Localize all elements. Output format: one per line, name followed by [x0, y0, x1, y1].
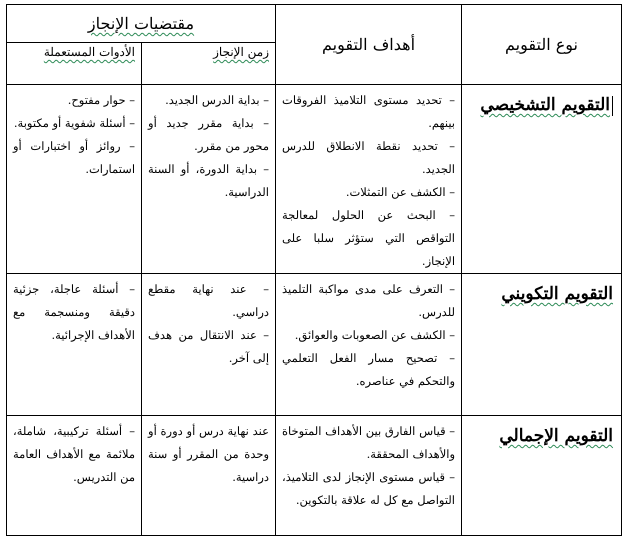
- row-tools: – أسئلة تركيبية، شاملة، ملائمة مع الأهداف العامة من التدريس.: [7, 416, 142, 536]
- evaluation-table: [6, 4, 622, 536]
- row-time: – بداية الدرس الجديد. – بداية مقرر جديد أو محور من مقرر. – بداية الدورة، أو السنة الدراسية.: [142, 85, 276, 274]
- row-type-summative: التقويم الإجمالي: [462, 416, 622, 536]
- row-time: عند نهاية درس أو دورة أو وحدة من المقرر أو سنة دراسية.: [142, 416, 276, 536]
- header-type: نوع التقويم: [462, 5, 622, 85]
- row-tools: – حوار مفتوح. – أسئلة شفوية أو مكتوبة. – روائز أو اختبارات أو استمارات.: [7, 85, 142, 274]
- header-requirements: مقتضيات الإنجاز: [7, 5, 276, 43]
- row-objectives: – قياس الفارق بين الأهداف المتوخاة والأهداف المحققة. – قياس مستوى الإنجاز لدى التلاميذ، التواصل مع كل له علاقة بالتكوين.: [276, 416, 462, 536]
- table-row: [7, 274, 622, 416]
- table-row: [7, 416, 622, 536]
- row-objectives: – التعرف على مدى مواكبة التلميذ للدرس. – الكشف عن الصعوبات والعوائق. – تصحيح مسار الفعل التعلمي والتحكم في عناصره.: [276, 274, 462, 416]
- text-cursor: [612, 96, 613, 116]
- row-type-formative: التقويم التكويني: [462, 274, 622, 416]
- header-time: زمن الإنجاز: [142, 43, 276, 85]
- row-time: – عند نهاية مقطع دراسي. – عند الانتقال من هدف إلى آخر.: [142, 274, 276, 416]
- row-objectives: – تحديد مستوى التلاميذ الفروقات بينهم. – تحديد نقطة الانطلاق للدرس الجديد. – الكشف عن التمثلات. – البحث عن الحلول لمعالجة التواقص التي ستؤثر سلبا على الإنجاز.: [276, 85, 462, 274]
- row-type-diagnostic: التقويم التشخيصي: [462, 85, 622, 274]
- table-row: [7, 85, 622, 274]
- header-row: [7, 5, 622, 43]
- header-tools: الأدوات المستعملة: [7, 43, 142, 85]
- header-objectives: أهداف التقويم: [276, 5, 462, 85]
- row-tools: – أسئلة عاجلة، جزئية دقيقة ومنسجمة مع الأهداف الإجرائية.: [7, 274, 142, 416]
